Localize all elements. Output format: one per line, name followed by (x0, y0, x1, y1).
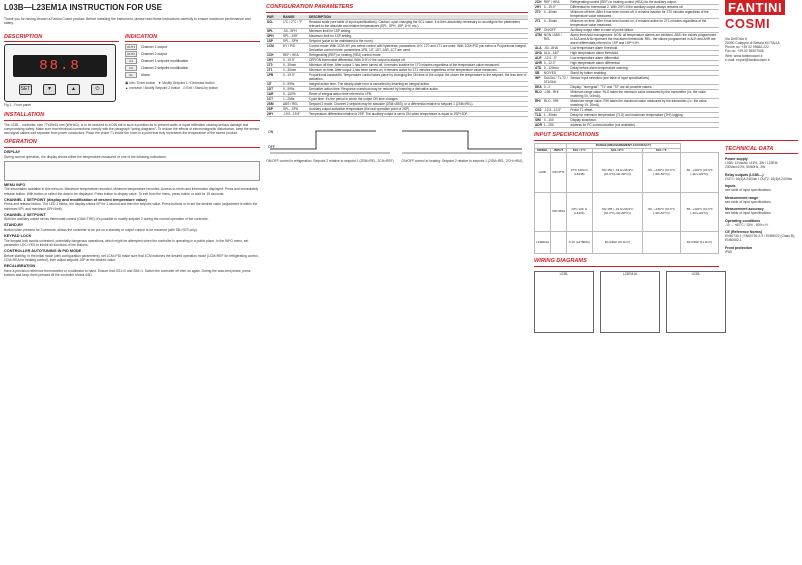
led-out2: OUT2 (126, 52, 135, 57)
intro-text: Thank you for having chosen a Fantini Cosmi product. Before installing the instrument, please read these instructions carefully to ensure maximum performance and safety. (4, 17, 251, 26)
indication-item: C2 Channel 2 setpoint modification (125, 65, 260, 71)
param-desc: OFF/ON thermostat differential. With 1HY=0 the output is always off. (308, 57, 528, 62)
col-range: RANGE (282, 15, 308, 20)
param-range: 0...30min (543, 10, 570, 19)
parameter-row (534, 10, 719, 19)
graph-off-label: OFF (268, 144, 275, 149)
tech-label: Power supply (725, 156, 748, 161)
param-par: SPH (266, 33, 282, 38)
param-desc: Control mode: With 1CM=HY you select control with hysteresis: parameters 1HY, 1T0 and 1T1 are used. With 1CM=PID you select a Proportional Integral Derivative control mode: parameters 1PB, 1IT, 1DT, 1AR, 1CT are used. (308, 43, 528, 52)
param-par: 2CH (535, 0, 542, 4)
tech-value: L03B: 12Vac/dc ±15%, 3W / L23EM: 230Vac±10%, 50/60Hz, 3W (725, 161, 779, 170)
param-desc: Stand-by button enabling. (569, 71, 719, 76)
param-par: AHA (535, 51, 542, 55)
param-desc: Refrigerating control (REF) or heating control (HEA) for the auxiliary output. (569, 0, 719, 5)
wiring-diagram-1: L03B- (534, 271, 594, 333)
tech-value: see table of input specifications (725, 188, 771, 193)
param-par: RHI (534, 99, 543, 108)
wiring-diagram-3: L03B- (666, 271, 726, 333)
input-specs-table: RANGE [MEASUREMENT ACCURACY] MODEL INPUT SCL=1°C SCL=2°C SCL=°F L03B- INP=PT1 PTC 1000 Ω (L8138) -50/-150 / -19.9/+99.9°C [±0.3°C(-40/+50°C)] -50...+150°C [±0.5°C (-40/+50°C)] -55...+302°F [±0.6°F (-40/+122°F)] INP=RN4 NTC 10K Ω (L8139) -50/-155 / -19.9/+99.9°C [±0.3°C(-40/+50°C)] -50...+150°C [±0.5°C (-40/+50°C)] -55...+302°F [±0.6°F (-40/+122°F)] L23EM1A 0-1V (L27800A) RLO/RHI [±0.3mV] RLO/RHI [±1.3mV] (534, 143, 719, 254)
key-increase: ▲ Increase / Modify Setpoint 2 button ⏻ Exit / Stand-by button (125, 85, 218, 90)
tech-value: OUT1: 16(4)A 240Vac / OUT2: 16(4)A 240Vac (725, 176, 793, 181)
param-par: SPL (266, 28, 282, 33)
parameter-row (534, 90, 719, 99)
param-par: INP (534, 76, 543, 85)
param-desc: Minimum on time. After output 1 has been turned on, it remains active for 1T1 minutes regardless of the temperature value measured. (308, 67, 528, 72)
recal-subheading: RECALIBRATION (4, 264, 36, 269)
param-range: NO/YES (543, 71, 570, 76)
param-range: 1...255s (282, 96, 308, 101)
param-par: 1AR (266, 91, 282, 96)
input-spec-cell (551, 232, 567, 254)
col-description: DESCRIPTION (308, 15, 528, 20)
pid-text: Before starting: In the initial mode (with configuration parameters), set 1CM=PID make sure that 1CM matches the desired operation mode (1CM=REF for refrigerating control, 1CM=HEA for heating control), then adjust setpoint 1SP at the desired value. (4, 254, 259, 263)
input-spec-cell: L23EM1A (535, 232, 551, 254)
input-spec-row (535, 153, 719, 192)
input-spec-cell: -55...+302°F [±0.6°F (-40/+122°F)] (680, 153, 718, 192)
param-par: RLO (534, 90, 543, 99)
param-desc: Derivative action time. Response overshoot may be reduced by inserting a derivative action. (308, 86, 528, 91)
param-par: 1IT (266, 81, 282, 86)
column-middle (266, 0, 528, 163)
param-par: 1T1 (266, 67, 282, 72)
param-par: DEA (535, 85, 542, 89)
param-par: 2PF (534, 28, 543, 33)
param-par: SB (534, 71, 543, 76)
param-par: 1HY (266, 57, 282, 62)
param-desc: Sensor input selection (see table of input specifications). (569, 76, 719, 85)
parameter-row (534, 99, 719, 108)
description-heading: DESCRIPTION (4, 34, 119, 43)
param-range: -50...AHA (543, 46, 570, 51)
operation-heading: OPERATION (4, 139, 260, 148)
panel-display: 88.8 (13, 55, 107, 77)
tech-label: Front protection (725, 245, 753, 250)
param-par: 1T0 (266, 62, 282, 67)
input-spec-cell: -50...+150°C [±0.5°C (-40/+50°C)] (642, 192, 680, 231)
param-desc: Delay for minimum temperature (TLO) and maximum temperature (THI) logging. (569, 113, 719, 118)
param-desc: Auxiliary output state in case of probe failure. (569, 28, 719, 33)
ch2-subheading: CHANNEL 2 SETPOINT (4, 212, 46, 217)
param-range: 0...2 (543, 85, 570, 90)
indication-heading: INDICATION (125, 34, 260, 43)
installation-text: The L03B... controller, size 77x35x61 mm (WxHxD), is to be secured to a DIN rail in such a position as to prevent water or liquid infiltration causing serious damage and compromising safety. Make sure that electrical connections comply with the paragraph "wiring diagrams". To reduce the effects of electromagnetic disturbance, keep the sensor and signal cables well separate from power conductors. Place the probe T1 inside the room in a point that truly represents the temperature of the stored product. (4, 122, 260, 135)
input-spec-cell: INP=PT1 (551, 153, 567, 192)
panel-caption: Fig.1 - Front panel (4, 103, 31, 108)
param-desc: High temperature alarm differential. (569, 61, 719, 66)
param-range: 0...999s (282, 86, 308, 91)
param-par: 2HY (266, 111, 282, 116)
param-desc: Low temperature alarm differential. (569, 56, 719, 61)
parameter-row (266, 111, 528, 116)
param-range: 0...19.9° (543, 5, 570, 10)
param-range: 0...30min (543, 19, 570, 28)
ch1-subheading: CHANNEL 1 SETPOINT (display and modification of desired temperature value) (4, 197, 147, 202)
input-spec-cell: RLO/RHI [±1.3mV] (680, 232, 718, 254)
tech-value: see table of input specifications (725, 199, 771, 204)
graph-on-label: ON (268, 129, 274, 134)
display-subheading: DISPLAY (4, 149, 21, 154)
param-range: 0...30min (282, 62, 308, 67)
param-par: ALR (535, 56, 542, 60)
input-spec-cell: NTC 10K Ω (L8139) (566, 192, 592, 231)
parameter-table-cont (534, 0, 719, 128)
param-desc: Cycle time. It's the period in which the output ON time changes. (308, 96, 528, 101)
input-spec-row (535, 232, 719, 254)
param-range: Sn4/Jt4 / T1-T2 / 0T1/0bA (543, 76, 568, 84)
param-desc: Probe T1 offset. (569, 108, 719, 113)
indication-item: OUT1 Channel 1 output (126, 45, 167, 50)
parameter-row (266, 19, 528, 28)
display-indications-table (4, 161, 260, 181)
param-desc: Alarm threshold management. NON: all temperature alarms are inhibited. ABS: the values programmed in ALA and AHA represent the real alarm thresholds. REL: the values programmed in ALR and AHR are alarm differentials referred to 1SP and 1SP+1HY. (569, 33, 719, 46)
param-range: -19.9...19.9° (282, 111, 308, 116)
input-spec-cell: -55...+302°F [±0.6°F (-40/+122°F)] (680, 192, 718, 231)
param-par: ALA (535, 46, 542, 50)
param-range: REF / HEA (543, 0, 570, 5)
installation-heading: INSTALLATION (4, 112, 260, 121)
tech-label: Inputs (725, 184, 736, 189)
param-range: ON/OFF (543, 28, 570, 33)
param-range: SPL...199° (282, 33, 308, 38)
recal-text: Have a precision reference thermometer or a calibrator to hand. Ensure that OS1=0 and SIM=1. Switch the controller off then on again. During the auto-test phase, press buttons and keep them pressed till the controller shows 0AD. (4, 268, 251, 278)
param-range: 0...19.9° (282, 72, 308, 81)
input-spec-cell: 0-1V (L27800A) (566, 232, 592, 254)
param-desc: Maximum limit for 1SP setting. (308, 33, 528, 38)
input-spec-cell: -50/-155 / -19.9/+99.9°C [±0.3°C(-40/+50°C)] (592, 192, 642, 231)
keypad-subheading: KEYPAD LOCK (4, 234, 32, 239)
parameter-row (266, 43, 528, 52)
param-desc: Reset of integral action time referred to 1PB. (308, 91, 528, 96)
param-desc: Minimum limit for 1SP setting. (308, 28, 528, 33)
param-range: ABS / REL (282, 101, 308, 106)
param-desc: Minimum off time. After output 1 has been turned off, it remains inactive for 1T0 minutes regardless of the temperature value measured. (308, 62, 528, 67)
led-alarm: AL (125, 72, 137, 78)
exit-key[interactable]: ⏻ (91, 84, 104, 95)
param-desc: High temperature alarm threshold. (569, 51, 719, 56)
param-range: 0...30min (282, 67, 308, 72)
param-range: 1°C / 2°C / °F (282, 19, 308, 28)
company-logo: FANTINI COSMI (725, 0, 798, 33)
param-par: 2SM (266, 101, 282, 106)
param-par: 2HY (535, 5, 542, 9)
ch2-text: With the auxiliary output set as thermostat control (OA6=THR), it's possible to modify setpoint 2 during the normal operation of the controller. (4, 217, 209, 222)
param-desc: Low temperature alarm threshold. (569, 46, 719, 51)
param-desc: Minimum range value. RLO takes the minimum value measured by the transmitter (i.e. the value matching 0V, 0/4mA). (569, 90, 719, 99)
menu-info-subheading: MENU INFO (4, 182, 26, 187)
down-key[interactable]: ▼ (43, 84, 56, 95)
input-spec-cell: -50...+150°C [±0.5°C (-40/+50°C)] (642, 153, 680, 192)
param-par: 1CM (266, 43, 282, 52)
input-spec-cell: -50/-150 / -19.9/+99.9°C [±0.3°C(-40/+50°C)] (592, 153, 642, 192)
param-range: 0...999s (282, 81, 308, 86)
parameter-row (534, 33, 719, 46)
input-spec-row (535, 192, 719, 231)
input-spec-cell: L03B- (535, 153, 551, 192)
tech-value: EN60730-1; EN60730-2-9 / EN55022 (Class B); EN50082-1 (725, 234, 796, 243)
param-range: RLO...999 (543, 99, 570, 108)
param-par: ADR (535, 123, 542, 127)
led-c1: C1 (125, 58, 137, 64)
up-key[interactable]: ▲ (67, 84, 80, 95)
param-desc: Proportional bandwidth. Temperature control takes place by changing the ON time of the output: the closer the temperature to the setpoint, the less time of activation. (309, 72, 527, 81)
column-right (534, 0, 798, 333)
set-key[interactable]: SET (19, 84, 32, 95)
wiring-heading: WIRING DIAGRAMS (534, 258, 719, 267)
tech-label: Measurement range (725, 195, 759, 200)
param-desc: Delay before alarm temperature warning. (569, 66, 719, 71)
param-desc: Setpoint (value to be maintained in the room). (308, 38, 528, 43)
standby-subheading: STAND-BY (4, 223, 24, 228)
technical-heading: TECHNICAL DATA (725, 146, 798, 154)
ch2-heating-graph (398, 121, 526, 159)
param-range: 0...100% (282, 91, 308, 96)
param-par: ATD (535, 66, 542, 70)
param-range: REF / HEA (282, 52, 308, 57)
param-desc: Readout scale (see table of input specifications). Caution: upon changing the SCL value, it is then absolutely necessary to reconfigure the parameters relevant to the absolute and relative temperatures (SPL, SPH, 1SP, 1HY, etc.). (308, 19, 528, 28)
front-panel (4, 44, 116, 102)
standby-text: Button when pressed for 3 seconds, allows the controller to be put on a standby or output control to be resumed (with SB=YES only). (4, 228, 198, 233)
param-par: SCL (266, 19, 282, 28)
keypad-text: The keypad lock avoids undesired, potentially dangerous operations, which might be attempted when the controller is operating in a public place. In the INFO menu, set parameter LOC=YES to inhibit all functions of the buttons. (4, 239, 249, 248)
param-desc: Display: "hum/grad", "T1" and "T2" are all possible values. (569, 85, 719, 90)
param-par: 1PB (266, 72, 282, 81)
param-range: -12.5...12.5° (543, 108, 570, 113)
param-par: 2T1 (534, 19, 543, 28)
param-range: SPL...SPH (282, 106, 308, 111)
param-par: OS1 (535, 108, 542, 112)
display-text: During normal operation, the display shows either the temperature measured or one of the following indications: (4, 154, 167, 159)
column-left (4, 0, 260, 277)
param-par: AHR (535, 61, 542, 65)
param-range: 0...120min (543, 66, 570, 71)
param-range: ALA...150° (543, 51, 570, 56)
tech-value: -10 ... +60°C / 15% - 80% r.H. (725, 222, 769, 227)
input-spec-cell (642, 232, 680, 254)
company-address: Via Dell'Osio 6 20090 Caleppio di Settala MI ITALIA Phone no. +39 02 95682.222 Fax no. +39 02 95307006 Web: www.fantinicosmi.it e-mail: export@fantinicosmi.it (725, 36, 780, 62)
tech-value: see table of input specifications (725, 211, 771, 216)
param-range: 1...30min (543, 113, 570, 118)
param-par: 2T0 (534, 10, 543, 19)
config-heading: CONFIGURATION PARAMETERS (266, 4, 528, 13)
param-desc: Minimum off time. After it has been turned off, it remains inactive for 2T0 minutes regardless of the temperature value measured. (569, 10, 719, 19)
param-par: SIM (534, 118, 543, 123)
ch2-heating-caption: ON/OFF control in heating: Setpoint 2 relative to setpoint 1 (2SM=REL, 2CH=HEA) (401, 158, 523, 163)
wiring-diagram-2: L23EM1A (600, 271, 660, 333)
param-par: TLD (535, 113, 542, 117)
param-range: 0...100 (543, 118, 570, 123)
param-range: -12.0...0° (543, 56, 570, 61)
input-spec-cell: INP=RN4 (551, 192, 567, 231)
col-par: PAR (266, 15, 282, 20)
tech-label: Measurement accuracy (725, 207, 764, 212)
input-specs-heading: INPUT SPECIFICATIONS (534, 132, 798, 141)
tech-label: Operating conditions (725, 218, 761, 223)
led-c2: C2 (125, 65, 137, 71)
param-par: 1SP (266, 38, 282, 43)
param-range: NON / ABS / REL (543, 33, 570, 46)
param-range: -50...SPH (282, 28, 308, 33)
param-desc: Refrigerating (REF) or heating (HEA) control mode. (308, 52, 528, 57)
param-desc: Display slowdown. (569, 118, 719, 123)
parameter-row (534, 76, 719, 85)
input-spec-cell: PTC 1000 Ω (L8138) (566, 153, 592, 192)
param-range: HY / PID (282, 43, 308, 52)
menu-info-text: The information available in this menu is: Maximum temperature recorded, Minimum temperature recorded. Access to menu and information displayed: Press and immediately release button. With button or select the data to be displayed. Press button to display value. To exit from the menu, press button or wait for 15 seconds. (4, 187, 259, 196)
parameter-table (266, 15, 528, 117)
input-spec-cell (535, 192, 551, 231)
technical-list (725, 157, 798, 254)
tech-value: IP65 (725, 249, 732, 254)
param-range: -199...RHI (543, 90, 570, 99)
parameter-row (266, 72, 528, 81)
param-par: 2SP (266, 106, 282, 111)
param-range: 0...19.9° (282, 57, 308, 62)
param-desc: Auxiliary output activation temperature (the real operation point of 2SP). (308, 106, 528, 111)
param-par: 1CT (266, 96, 282, 101)
indication-item: AL Alarm (125, 72, 260, 78)
param-par: ATM (534, 33, 543, 46)
ch2-refrigeration-graph (266, 121, 394, 159)
key-info: ▣ Info / Enter button ▼ Modify Setpoint 1 / Decrease button (125, 81, 215, 86)
param-desc: Integral action time. The steady-state error is cancelled by inserting an integral action. (308, 81, 528, 86)
param-desc: address for PC communication (not available). (569, 123, 719, 128)
indication-item: C1 Channel 1 setpoint modification (125, 58, 260, 64)
tech-label: CE (Reference Norms) (725, 229, 763, 234)
document-title: L03B—L23EM1A INSTRUCTION FOR USE (4, 3, 162, 12)
parameter-row (534, 123, 719, 128)
param-desc: Minimum on time. After it has been turned on, it remains active for 2T1 minutes regardless of the temperature value measured. (569, 19, 719, 28)
param-range: 0...12.0° (543, 61, 570, 66)
led-out1: OUT1 (126, 45, 135, 50)
wiring-diagrams (534, 271, 798, 333)
ch2-refrigeration-caption: ON/OFF control in refrigeration: Setpoint 2 relative to setpoint 1 (2SM=REL, 2CH=REF) (266, 158, 394, 163)
param-desc: Temperature differential relative to 2SP. The auxiliary output is set to ON when temperature is equal to 2SP+2DF. (308, 111, 528, 116)
indication-item: OUT2 Channel 2 output (126, 52, 167, 57)
parameter-row (534, 19, 719, 28)
param-desc: Differential for thermostat 2. With 2HY=0 the auxiliary output always remains off. (569, 5, 719, 10)
ch1-text: Press and release button. The LED 1 blinks, the display shows SP for 1 second and then the setpoint value. Press buttons or to set the desired value (adjustment is within the minimum SPL and maximum SPH limit). (4, 202, 258, 211)
tech-label: Relay outputs (L03B—) (725, 172, 764, 177)
param-range: 1...255 (543, 123, 570, 128)
param-desc: Setpoint 2 mode. Channel 2 setpoint may be absolute (2SM=ABS), or a differential relative to setpoint 1 (2SM=REL). (308, 101, 528, 106)
input-spec-cell: RLO/RHI [±0.3mV] (592, 232, 642, 254)
pid-subheading: CONTROLLER AUTOTUNING IN PID MODE (4, 249, 82, 254)
param-desc: Maximum range value. RHI takes the maximum value measured by the transmitter (i.e. the value matching 1V, 20mA). (569, 99, 719, 108)
param-par: 1CH (266, 52, 282, 57)
param-par: 1DT (266, 86, 282, 91)
param-range: SPL...SPH (282, 38, 308, 43)
